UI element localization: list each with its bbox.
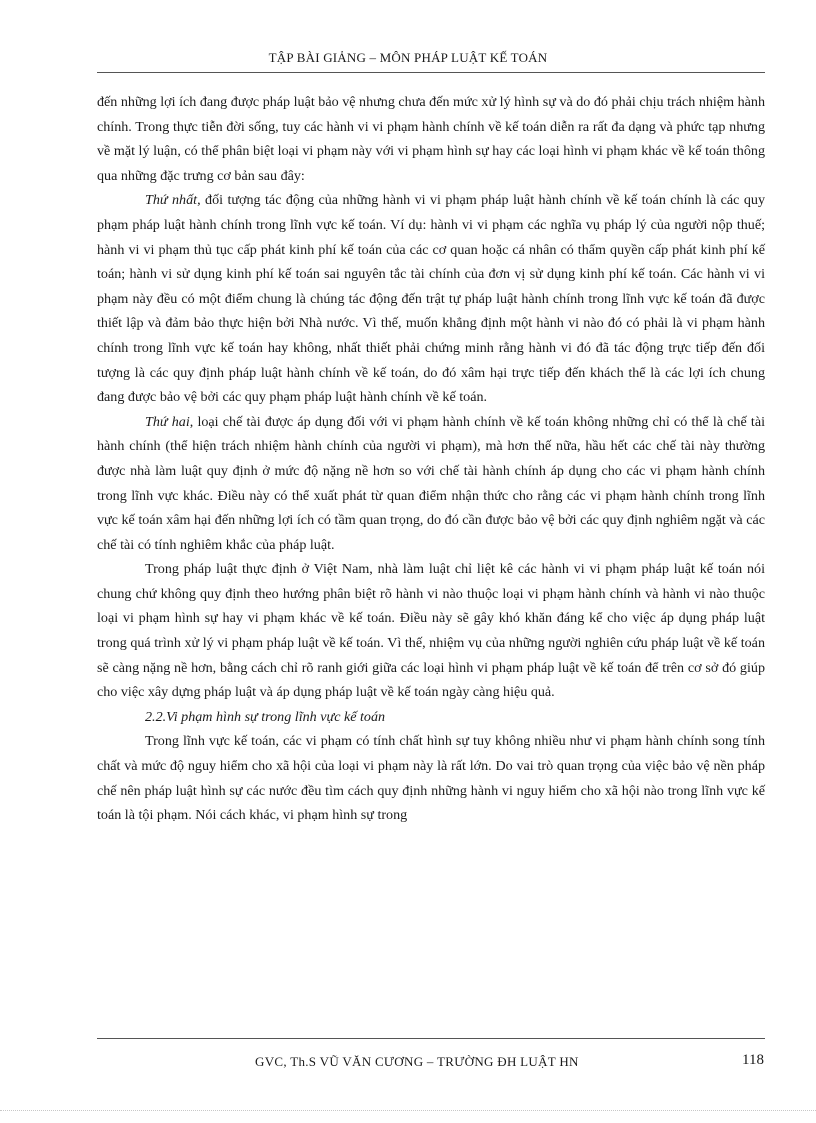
paragraph-3-text: , loại chế tài được áp dụng đối với vi phạm hành chính về kế toán không những chỉ có thể là chế tài hành chính (thể hiện trách nhiệm hành chính của người vi phạm), mà hơn thế nữa, hầu hết các chế tài này thường được nhà làm luật quy định ở mức độ nặng nề hơn so với chế tài hành chính áp dụng cho các vi phạm hành chính trong lĩnh vực khác. Điều này có thể xuất phát từ quan điểm nhận thức cho rằng các vi phạm hành chính trong lĩnh vực kế toán xâm hại đến những lợi ích có tầm quan trọng, do đó cần được bảo vệ bởi các quy định nghiêm ngặt và các chế tài có tính nghiêm khắc của pháp luật.	[97, 413, 765, 553]
paragraph-1: đến những lợi ích đang được pháp luật bảo vệ nhưng chưa đến mức xử lý hình sự và do đó phải chịu trách nhiệm hành chính. Trong thực tiễn đời sống, tuy các hành vi vi phạm hành chính về kế toán diễn ra rất đa dạng và phức tạp nhưng về mặt lý luận, có thể phân biệt loại vi phạm này với vi phạm hình sự hay các loại hình vi phạm khác về kế toán thông qua những đặc trưng cơ bản sau đây:	[97, 94, 765, 184]
page-header: TẬP BÀI GIẢNG – MÔN PHÁP LUẬT KẾ TOÁN	[268, 50, 548, 65]
paragraph-2-lead: Thứ nhất	[145, 192, 198, 209]
section-heading: 2.2.Vi phạm hình sự trong lĩnh vực kế toán	[145, 708, 386, 725]
paragraph-5: Trong lĩnh vực kế toán, các vi phạm có tính chất hình sự tuy không nhiều như vi phạm hành chính song tính chất và mức độ nguy hiểm cho xã hội của loại vi phạm này là rất lớn. Do vai trò quan trọng của việc bảo vệ nền pháp chế nên pháp luật hình sự các nước đều tìm cách quy định những hành vi nguy hiểm cho xã hội nào trong lĩnh vực kế toán là tội phạm. Nói cách khác, vi phạm hình sự trong	[97, 733, 765, 824]
paragraph-3	[97, 410, 765, 558]
page-number: 118	[742, 1052, 764, 1068]
footer-author: GVC, Th.S VŨ VĂN CƯƠNG – TRƯỜNG ĐH LUẬT HN	[255, 1054, 579, 1069]
paragraph-2-text: , đối tượng tác động của những hành vi vi phạm pháp luật hành chính về kế toán chính là các quy phạm pháp luật hành chính trong lĩnh vực kế toán. Ví dụ: hành vi vi phạm các nghĩa vụ pháp lý của người nộp thuế; hành vi vi phạm thủ tục cấp phát kinh phí kế toán của các cơ quan hoặc cá nhân có thẩm quyền cấp phát kinh phí kế toán; hành vi sử dụng kinh phí kế toán sai nguyên tắc tài chính của đơn vị sử dụng kinh phí kế toán. Các hành vi vi phạm này đều có một điểm chung là chúng tác động đến trật tự pháp luật hành chính trong lĩnh vực kế toán đã được thiết lập và đảm bảo thực hiện bởi Nhà nước. Vì thế, muốn khẳng định một hành vi nào đó có phải là vi phạm hành chính trong lĩnh vực kế toán hay không, nhất thiết phải chứng minh rằng hành vi đó đã tác động trực tiếp đến đối tượng là các quy định pháp luật hành chính về kế toán, do đó xâm hại trực tiếp đến khách thể là các lợi ích chung đang được bảo vệ bởi các quy phạm pháp luật hành chính về kế toán.	[97, 192, 765, 406]
paragraph-3-lead: Thứ hai	[145, 413, 190, 430]
header-divider	[97, 72, 765, 73]
page-bottom-border	[0, 1110, 816, 1111]
footer-divider	[97, 1038, 765, 1039]
paragraph-4: Trong pháp luật thực định ở Việt Nam, nhà làm luật chỉ liệt kê các hành vi vi phạm pháp luật kế toán nói chung chứ không quy định theo hướng phân biệt rõ hành vi nào thuộc loại vi phạm hành chính và hành vi nào thuộc loại vi phạm hình sự hay vi phạm khác về kế toán. Điều này sẽ gây khó khăn đáng kể cho việc áp dụng pháp luật trong quá trình xử lý vi phạm pháp luật về kế toán. Vì thế, nhiệm vụ của những người nghiên cứu pháp luật về kế toán sẽ càng nặng nề hơn, bằng cách chỉ rõ ranh giới giữa các loại hình vi phạm pháp luật về kế toán để trên cơ sở đó giúp cho việc xây dựng pháp luật và áp dụng pháp luật về kế toán ngày càng hiệu quả.	[97, 561, 765, 701]
paragraph-2	[97, 188, 765, 409]
page-body	[97, 90, 765, 828]
